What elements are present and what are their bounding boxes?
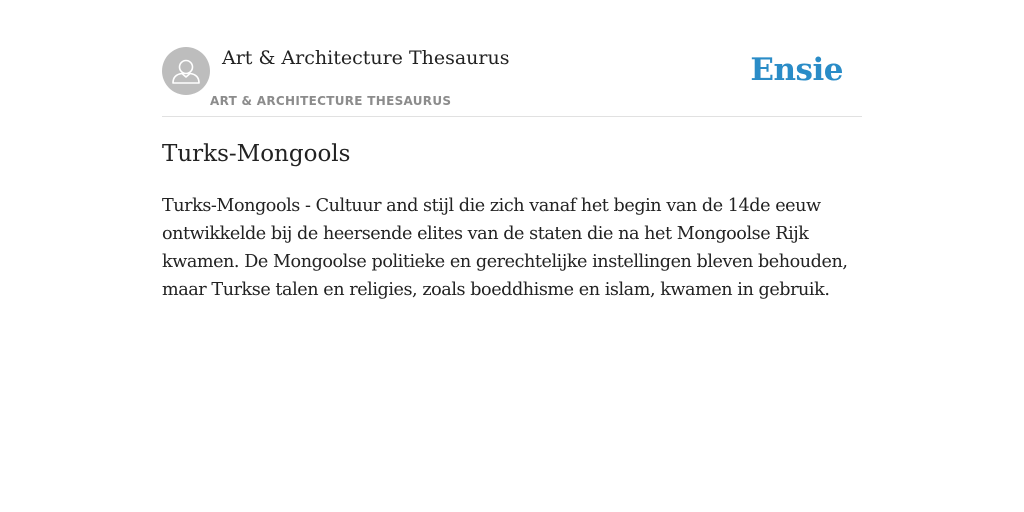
- author-name[interactable]: Art & Architecture Thesaurus: [222, 47, 510, 69]
- user-icon: [162, 47, 210, 95]
- header: [162, 0, 862, 117]
- ensie-logo[interactable]: Ensie: [750, 52, 843, 88]
- article-body: Turks-Mongools - Cultuur and stijl die zich vanaf het begin van de 14de eeuw ontwikkelde bij de heersende elites van de staten die na het Mongoolse Rijk kwamen. De Mongoolse politieke en gerechtelijke instellingen bleven behouden, maar Turkse talen en religies, zoals boeddhisme en islam, kwamen in gebruik.: [162, 196, 848, 300]
- author-subtitle: ART & ARCHITECTURE THESAURUS: [210, 94, 452, 108]
- author-avatar[interactable]: [162, 47, 210, 95]
- article-title: Turks-Mongools: [162, 141, 351, 167]
